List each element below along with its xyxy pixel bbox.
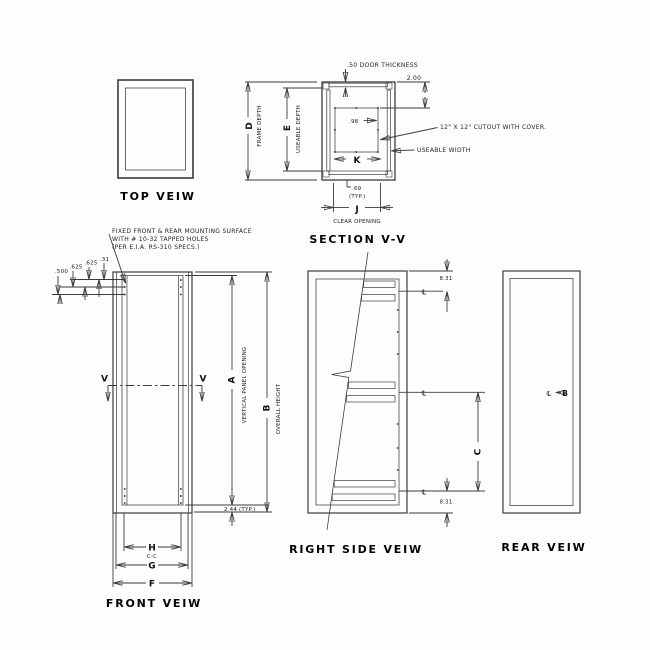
dim-831-top: 8.31 bbox=[439, 276, 453, 282]
dim-31: .31 bbox=[99, 257, 110, 263]
mounting-note-line3: (PER E.I.A. RS-310 SPECS.) bbox=[112, 244, 200, 251]
dim-625a: .625 bbox=[69, 264, 83, 271]
centerline-symbol: ℄ bbox=[546, 390, 552, 398]
rail-strip bbox=[362, 295, 395, 302]
frame-depth-label: FRAME DEPTH bbox=[257, 105, 263, 147]
door-thickness-label: .50 DOOR THICKNESS bbox=[347, 62, 418, 69]
rear-centerline-b: B bbox=[562, 389, 568, 398]
centerline-symbol: ℄ bbox=[421, 488, 427, 497]
dim-letter-h: H bbox=[148, 543, 156, 554]
dim-letter-a: A bbox=[227, 376, 238, 384]
rail-strip bbox=[349, 382, 395, 389]
centerline-symbol: ℄ bbox=[421, 288, 427, 297]
dim-letter-f: F bbox=[148, 579, 156, 590]
cutout-opening bbox=[335, 108, 378, 152]
vertical-panel-opening-label: VERTICAL PANEL OPENING bbox=[242, 346, 248, 424]
dim-letter-k: K bbox=[353, 156, 361, 166]
dim-98: .98 bbox=[349, 119, 359, 125]
section-view bbox=[245, 62, 546, 246]
cutout-note: 12" X 12" CUTOUT WITH COVER. bbox=[440, 124, 547, 131]
dim-letter-c: C bbox=[473, 448, 484, 456]
center-to-center-label: C-C bbox=[146, 554, 158, 560]
useable-width-label: USEABLE WIDTH bbox=[417, 147, 471, 154]
front-view bbox=[52, 228, 282, 610]
useable-depth-label: USEABLE DEPTH bbox=[296, 105, 302, 153]
dim-letter-b: B bbox=[262, 404, 273, 412]
dim-69-typ: (TYP.) bbox=[349, 194, 366, 200]
dim-letter-j: J bbox=[355, 205, 359, 215]
rail-strip bbox=[347, 396, 395, 403]
right-side-view bbox=[289, 252, 485, 556]
rear-view-title: REAR VEIW bbox=[501, 541, 587, 554]
right-side-view-title: RIGHT SIDE VEIW bbox=[289, 543, 423, 556]
overall-height-label: OVERALL HEIGHT bbox=[276, 383, 282, 435]
dim-244: 2.44 (TYP.) bbox=[224, 507, 256, 513]
break-line bbox=[327, 252, 368, 530]
dim-2-00: 2.00 bbox=[406, 75, 422, 82]
dim-letter-e: E bbox=[283, 124, 293, 132]
top-view bbox=[118, 80, 196, 203]
section-view-title: SECTION V-V bbox=[309, 233, 407, 246]
dim-69: .69 bbox=[352, 186, 362, 192]
centerline-symbol: ℄ bbox=[421, 389, 427, 398]
dim-625b: .625 bbox=[84, 260, 98, 267]
dim-letter-g: G bbox=[148, 561, 156, 572]
mounting-note-line2: WITH # 10-32 TAPPED HOLES bbox=[112, 236, 209, 243]
rail-strip bbox=[364, 281, 395, 288]
door-panel bbox=[329, 83, 388, 87]
rear-view bbox=[501, 271, 586, 554]
section-arrow-v-left: V bbox=[101, 374, 108, 385]
section-arrow-v-right: V bbox=[199, 374, 207, 385]
clear-opening-label: CLEAR OPENING bbox=[333, 219, 381, 225]
front-view-title: FRONT VEIW bbox=[105, 597, 203, 610]
rail-strip bbox=[332, 494, 395, 501]
mounting-note-line1: FIXED FRONT & REAR MOUNTING SURFACE bbox=[112, 228, 252, 235]
dim-500: .500 bbox=[54, 269, 69, 275]
top-view-title: TOP VEIW bbox=[120, 190, 196, 203]
rail-strip bbox=[334, 481, 395, 488]
dim-831-bottom: 8.31 bbox=[439, 499, 453, 506]
dim-letter-d: D bbox=[245, 122, 255, 130]
